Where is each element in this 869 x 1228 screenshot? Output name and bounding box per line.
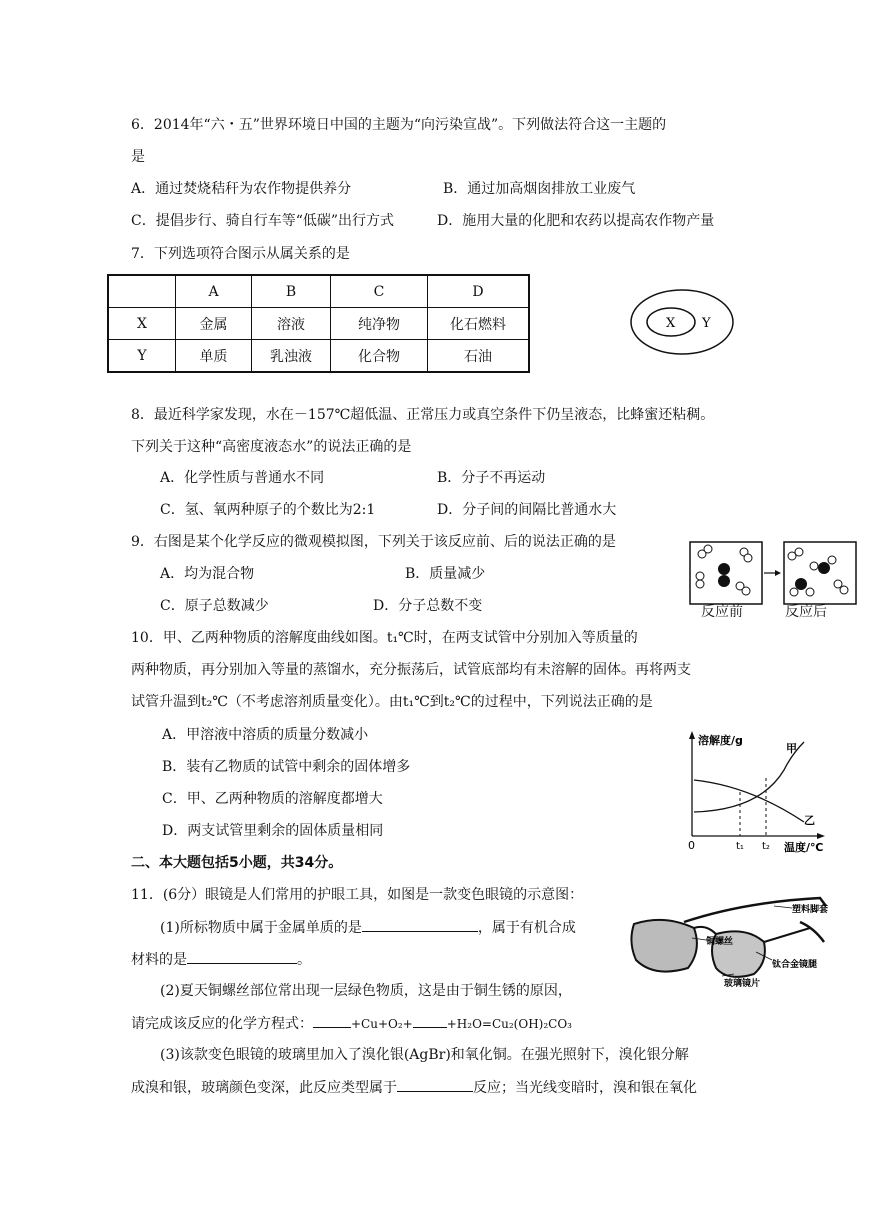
glasses-figure — [624, 888, 834, 992]
table-cell: 化合物 — [331, 340, 428, 373]
venn-y-label: Y — [702, 316, 711, 331]
temple-arm-back-icon — [800, 922, 824, 942]
q10-option-c: C．甲、乙两种物质的溶解度都增大 — [162, 791, 383, 807]
table-cell: 金属 — [176, 308, 252, 340]
table-cell: C — [331, 275, 428, 308]
q10-option-b: B．装有乙物质的试管中剩余的固体增多 — [162, 759, 411, 775]
q11-p1-text-b: ，属于有机合成 — [477, 920, 576, 936]
q11-part1-line1 — [160, 917, 576, 938]
label-lens: 玻璃镜片 — [724, 979, 761, 989]
q11-part1-line2 — [131, 949, 311, 970]
q6-option-d: D．施用大量的化肥和农药以提高农作物产量 — [437, 213, 715, 229]
q7-options-table — [107, 274, 530, 373]
table-cell: 乳浊液 — [252, 340, 331, 373]
after-molecules — [788, 548, 848, 596]
venn-x-label: X — [666, 316, 676, 331]
q6-option-c: C．提倡步行、骑自行车等“低碳”出行方式 — [131, 213, 395, 229]
table-cell: 石油 — [428, 340, 530, 373]
solubility-graph — [680, 728, 840, 856]
left-lens-icon — [631, 920, 696, 972]
table-cell — [108, 275, 176, 308]
q8-option-b: B．分子不再运动 — [437, 470, 546, 486]
q8-option-a: A．化学性质与普通水不同 — [160, 470, 325, 486]
graph-ylabel: 溶解度/g — [698, 734, 743, 747]
q9-stem: 9．右图是某个化学反应的微观模拟图，下列关于该反应前、后的说法正确的是 — [131, 534, 616, 550]
bridge-icon — [694, 927, 716, 934]
q10-option-a: A．甲溶液中溶质的质量分数减小 — [162, 727, 369, 743]
q11-p2-text-b: 请完成该反应的化学方程式： — [131, 1016, 313, 1032]
graph-label-jia: 甲 — [786, 742, 797, 755]
before-oxygen — [718, 563, 730, 587]
table-row — [108, 308, 529, 340]
q10-stem-line1: 10．甲、乙两种物质的溶解度曲线如图。t₁℃时，在两支试管中分别加入等质量的 — [131, 630, 638, 646]
x-axis-arrow-icon — [817, 833, 825, 839]
q6-stem-line2: 是 — [131, 149, 145, 165]
table-row — [108, 275, 529, 308]
label-sleeve: 塑料脚套 — [792, 905, 829, 915]
y-axis-arrow-icon — [689, 731, 695, 739]
answer-blank-reaction-type[interactable] — [397, 1077, 473, 1092]
q9-option-a: A．均为混合物 — [160, 566, 255, 582]
table-row — [108, 340, 529, 373]
label-frame: 钛合金镜腿 — [772, 960, 818, 970]
q9-option-d: D．分子总数不变 — [373, 598, 483, 614]
q10-stem-line2: 两种物质，再分别加入等量的蒸馏水，充分振荡后，试管底部均有未溶解的固体。再将两支 — [131, 662, 691, 678]
q11-stem: 11．(6分）眼镜是人们常用的护眼工具，如图是一款变色眼镜的示意图： — [131, 887, 584, 903]
q8-stem-line1: 8．最近科学家发现，水在－157℃超低温、正常压力或真空条件下仍呈液态，比蜂蜜还粘稠。 — [131, 407, 715, 423]
table-cell: A — [176, 275, 252, 308]
hinge-icon — [764, 928, 810, 942]
q11-part2-line2 — [131, 1013, 572, 1034]
q7-stem: 7．下列选项符合图示从属关系的是 — [131, 246, 350, 262]
q11-part3-line1: (3)该款变色眼镜的玻璃里加入了溴化银(AgBr)和氧化铜。在强光照射下，溴化银分解 — [160, 1047, 689, 1063]
q8-option-d: D．分子间的间隔比普通水大 — [437, 502, 617, 518]
answer-blank-equation-2[interactable] — [413, 1013, 447, 1028]
q8-option-c: C．氢、氧两种原子的个数比为2:1 — [160, 502, 376, 518]
q10-option-d: D．两支试管里剩余的固体质量相同 — [162, 823, 384, 839]
q9-reaction-figure — [688, 540, 860, 606]
table-cell: 化石燃料 — [428, 308, 530, 340]
table-cell: 单质 — [176, 340, 252, 373]
q11-p3-text-c: 反应；当光线变暗时，溴和银在氧化 — [473, 1080, 697, 1096]
graph-t1: t₁ — [736, 841, 744, 852]
q11-part3-line2 — [131, 1077, 697, 1098]
q11-p3-text-b: 成溴和银，玻璃颜色变深，此反应类型属于 — [131, 1080, 397, 1096]
q6-option-a: A．通过焚烧秸秆为农作物提供养分 — [131, 181, 352, 197]
q10-stem-line3: 试管升温到t₂℃（不考虑溶剂质量变化）。由t₁℃到t₂℃的过程中，下列说法正确的是 — [131, 694, 653, 710]
answer-blank-organic[interactable] — [187, 949, 297, 964]
equation-part-2: +H₂O=Cu₂(OH)₂CO₃ — [446, 1017, 572, 1031]
graph-xlabel: 温度/℃ — [784, 841, 824, 854]
q11-p1-text-d: 。 — [297, 952, 311, 968]
answer-blank-equation-1[interactable] — [313, 1013, 351, 1028]
table-cell: X — [108, 308, 176, 340]
equation-part-1: +Cu+O₂+ — [351, 1017, 413, 1031]
q9-option-c: C．原子总数减少 — [160, 598, 269, 614]
table-cell: D — [428, 275, 530, 308]
after-label: 反应后 — [785, 604, 827, 620]
section-2-heading: 二、本大题包括5小题，共34分。 — [131, 855, 343, 871]
q6-option-b: B．通过加高烟囱排放工业废气 — [443, 181, 636, 197]
table-cell: B — [252, 275, 331, 308]
q11-p1-text-c: 材料的是 — [131, 952, 187, 968]
label-screw: 铜螺丝 — [706, 937, 734, 947]
q7-venn-figure — [628, 285, 738, 357]
arrow-head-icon — [775, 570, 781, 576]
graph-label-yi: 乙 — [804, 814, 815, 827]
q9-option-b: B．质量减少 — [405, 566, 486, 582]
q6-stem-line1: 6．2014年“六・五”世界环境日中国的主题为“向污染宣战”。下列做法符合这一主题的 — [131, 117, 667, 133]
table-cell: 纯净物 — [331, 308, 428, 340]
q8-stem-line2: 下列关于这种“高密度液态水”的说法正确的是 — [131, 439, 412, 455]
before-label: 反应前 — [701, 604, 743, 620]
q11-part2-line1: (2)夏天铜螺丝部位常出现一层绿色物质，这是由于铜生锈的原因， — [160, 983, 572, 999]
table-cell: 溶液 — [252, 308, 331, 340]
graph-origin: 0 — [688, 839, 695, 852]
q11-p1-text-a: (1)所标物质中属于金属单质的是 — [160, 920, 362, 936]
graph-t2: t₂ — [762, 841, 770, 852]
answer-blank-metal[interactable] — [362, 917, 478, 932]
table-cell: Y — [108, 340, 176, 373]
